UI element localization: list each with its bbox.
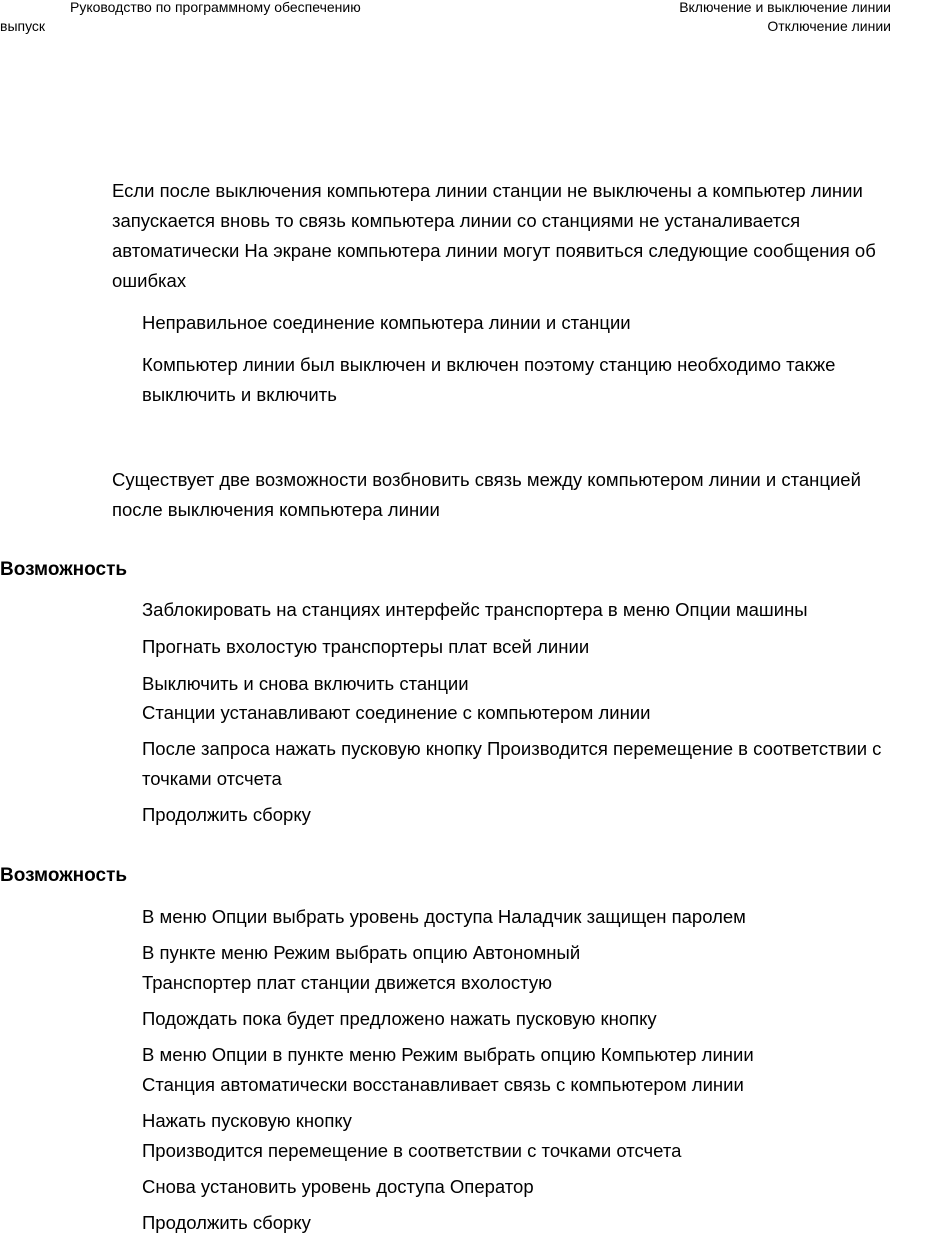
- option2-step: В меню Опции выбрать уровень доступа Наладчик защищен паролем: [142, 906, 746, 927]
- option1-step: Прогнать вхолостую транспортеры плат всей линии: [142, 636, 590, 657]
- header-edition: выпуск: [0, 18, 46, 34]
- option2-step: В меню Опции в пункте меню Режим выбрать опцию Компьютер линии: [142, 1044, 754, 1065]
- possibilities-intro: после выключения компьютера линии: [112, 499, 440, 520]
- option1-step: Продолжить сборку: [142, 804, 311, 825]
- option2-step: Нажать пусковую кнопку: [142, 1110, 352, 1131]
- option1-step: Заблокировать на станциях интерфейс транспортера в меню Опции машины: [142, 599, 808, 620]
- option2-step: Продолжить сборку: [142, 1212, 311, 1233]
- error-message: Компьютер линии был выключен и включен поэтому станцию необходимо также: [142, 354, 836, 375]
- header-chapter: Включение и выключение линии: [679, 0, 891, 15]
- possibilities-intro: Существует две возможности возбновить связь между компьютером линии и станцией: [112, 469, 861, 490]
- option2-step: Станция автоматически восстанавливает связь с компьютером линии: [142, 1074, 744, 1095]
- option2-step: Транспортер плат станции движется вхолостую: [142, 972, 552, 993]
- option1-heading: Возможность: [0, 559, 128, 580]
- intro-line: ошибках: [112, 270, 187, 291]
- option2-heading: Возможность: [0, 865, 128, 886]
- option1-step: точками отсчета: [142, 768, 282, 789]
- intro-line: автоматически На экране компьютера линии могут появиться следующие сообщения об: [112, 240, 876, 261]
- header-doc-title: Руководство по программному обеспечению: [70, 0, 361, 15]
- option2-step: Производится перемещение в соответствии с точками отсчета: [142, 1140, 682, 1161]
- option1-step: После запроса нажать пусковую кнопку Производится перемещение в соответствии с: [142, 738, 882, 759]
- error-message: выключить и включить: [142, 384, 337, 405]
- error-message: Неправильное соединение компьютера линии и станции: [142, 312, 631, 333]
- intro-line: запускается вновь то связь компьютера линии со станциями не устаналивается: [112, 210, 801, 231]
- option2-step: Подождать пока будет предложено нажать пусковую кнопку: [142, 1008, 657, 1029]
- option2-step: Снова установить уровень доступа Оператор: [142, 1176, 534, 1197]
- header-section: Отключение линии: [767, 18, 891, 34]
- intro-line: Если после выключения компьютера линии станции не выключены а компьютер линии: [112, 180, 863, 201]
- option1-step: Станции устанавливают соединение с компьютером линии: [142, 702, 651, 723]
- option1-step: Выключить и снова включить станции: [142, 673, 469, 694]
- option2-step: В пункте меню Режим выбрать опцию Автономный: [142, 942, 581, 963]
